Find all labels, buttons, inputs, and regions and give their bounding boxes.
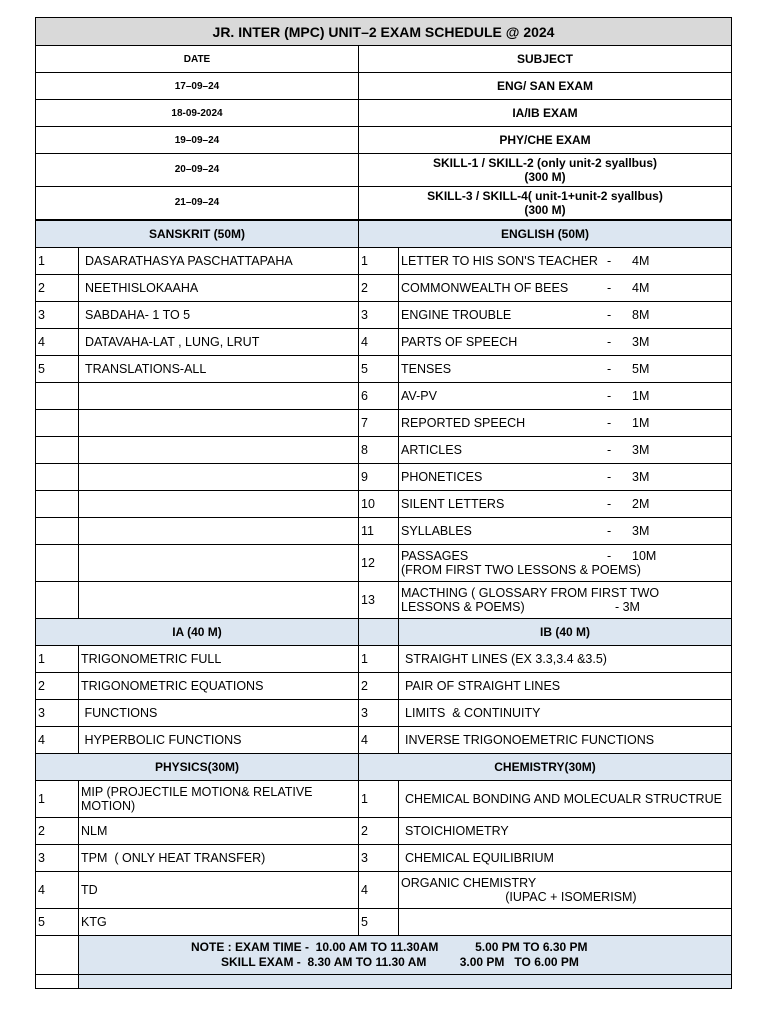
english-item-topic-text: REPORTED SPEECH [401, 416, 526, 430]
lang-row [36, 464, 732, 491]
english-item-topic [399, 582, 732, 619]
english-item-topic-text: TENSES [401, 362, 452, 376]
lang-row [36, 356, 732, 383]
sanskrit-item-topic [79, 410, 359, 437]
english-item-topic [399, 518, 732, 545]
english-item-marks: - 10M [607, 549, 657, 563]
english-item-number: 2 [359, 275, 399, 302]
chemistry-item-topic: STOICHIOMETRY [399, 818, 732, 845]
physics-item-number: 1 [36, 781, 79, 818]
sanskrit-item-number [36, 545, 79, 582]
note-line-2: SKILL EXAM - 8.30 AM TO 11.30 AM 3.00 PM TO 6.00 PM [191, 955, 579, 969]
lang-row [36, 491, 732, 518]
lang-row [36, 248, 732, 275]
footer-shade [79, 975, 732, 989]
schedule-row [36, 154, 732, 187]
sanskrit-item-topic [79, 437, 359, 464]
sanskrit-item-topic [79, 464, 359, 491]
syllabus-table [35, 220, 732, 989]
science-row [36, 781, 732, 818]
schedule-row [36, 73, 732, 100]
ib-item-number: 1 [359, 646, 399, 673]
sanskrit-item-topic: NEETHISLOKAAHA [79, 275, 359, 302]
english-item-topic-text: SILENT LETTERS [401, 497, 505, 511]
english-item-topic [399, 275, 732, 302]
date-header: DATE [36, 46, 359, 73]
english-item-marks: - 5M [607, 362, 650, 376]
english-item-marks: - 2M [607, 497, 650, 511]
lang-row [36, 437, 732, 464]
schedule-row [36, 100, 732, 127]
sanskrit-item-number [36, 437, 79, 464]
ib-item-number: 4 [359, 727, 399, 754]
english-item-marks: - 4M [607, 281, 650, 295]
science-header-row [36, 754, 732, 781]
ia-item-number: 1 [36, 646, 79, 673]
science-row [36, 909, 732, 936]
english-item-marks: - 4M [607, 254, 650, 268]
sanskrit-item-number [36, 410, 79, 437]
sanskrit-item-topic: SABDAHA- 1 TO 5 [79, 302, 359, 329]
lang-row [36, 275, 732, 302]
physics-item-topic: TPM ( ONLY HEAT TRANSFER) [79, 845, 359, 872]
sanskrit-item-topic: DATAVAHA-LAT , LUNG, LRUT [79, 329, 359, 356]
english-item-number: 8 [359, 437, 399, 464]
physics-item-number: 5 [36, 909, 79, 936]
footer-row [36, 975, 732, 989]
maths-header-row [36, 619, 732, 646]
ib-item-number: 3 [359, 700, 399, 727]
physics-item-topic-text-line2: MOTION) [81, 799, 136, 813]
sanskrit-item-topic [79, 582, 359, 619]
ib-item-number: 2 [359, 673, 399, 700]
english-item-marks: - 1M [607, 416, 650, 430]
sanskrit-item-number: 1 [36, 248, 79, 275]
chemistry-item-number: 1 [359, 781, 399, 818]
sanskrit-item-number: 3 [36, 302, 79, 329]
exam-time-note [79, 936, 732, 975]
lang-row [36, 582, 732, 619]
ia-item-topic: HYPERBOLIC FUNCTIONS [79, 727, 359, 754]
english-item-topic [399, 491, 732, 518]
english-item-topic-text-line2: (FROM FIRST TWO LESSONS & POEMS) [401, 563, 641, 577]
english-item-topic-text: ENGINE TROUBLE [401, 308, 512, 322]
note-line-1: NOTE : EXAM TIME - 10.00 AM TO 11.30AM 5.00 PM TO 6.30 PM [191, 940, 588, 954]
schedule-date: 19–09–24 [36, 127, 359, 154]
english-item-topic-text-line2: LESSONS & POEMS) - 3M [401, 600, 640, 614]
sanskrit-item-topic: TRANSLATIONS-ALL [79, 356, 359, 383]
lang-row [36, 329, 732, 356]
english-item-topic-text: PHONETICES [401, 470, 483, 484]
maths-row [36, 727, 732, 754]
sanskrit-item-number [36, 464, 79, 491]
english-item-topic [399, 437, 732, 464]
chemistry-item-number: 3 [359, 845, 399, 872]
english-item-number: 3 [359, 302, 399, 329]
english-item-number: 1 [359, 248, 399, 275]
schedule-row [36, 187, 732, 220]
chemistry-item-topic: CHEMICAL BONDING AND MOLECUALR STRUCTRUE [399, 781, 732, 818]
english-item-number: 6 [359, 383, 399, 410]
exam-schedule-sheet [35, 17, 731, 989]
sanskrit-item-number [36, 491, 79, 518]
maths-syllabus-body [36, 646, 732, 754]
english-item-topic-text: LETTER TO HIS SON'S TEACHER [401, 254, 598, 268]
english-item-marks: - 3M [607, 524, 650, 538]
sanskrit-item-topic [79, 545, 359, 582]
ia-item-topic: FUNCTIONS [79, 700, 359, 727]
chemistry-item-topic [399, 909, 732, 936]
maths-row [36, 700, 732, 727]
english-item-number: 9 [359, 464, 399, 491]
english-item-number: 13 [359, 582, 399, 619]
ib-header: IB (40 M) [399, 619, 732, 646]
chemistry-header: CHEMISTRY(30M) [359, 754, 732, 781]
lang-syllabus-body [36, 248, 732, 619]
schedule-subject-line: SKILL-1 / SKILL-2 (only unit-2 syallbus) [432, 156, 657, 170]
english-item-number: 10 [359, 491, 399, 518]
schedule-subject [359, 187, 732, 220]
maths-row [36, 673, 732, 700]
english-item-marks: - 8M [607, 308, 650, 322]
sanskrit-item-number: 4 [36, 329, 79, 356]
note-row [36, 936, 732, 975]
schedule-table [35, 17, 732, 220]
schedule-subject-marks: (300 M) [524, 170, 566, 184]
lang-row [36, 383, 732, 410]
physics-item-topic: KTG [79, 909, 359, 936]
sanskrit-item-number [36, 518, 79, 545]
english-item-marks: - 1M [607, 389, 650, 403]
english-header: ENGLISH (50M) [359, 221, 732, 248]
physics-item-topic: NLM [79, 818, 359, 845]
english-item-topic-text: PASSAGES [401, 549, 469, 563]
physics-item-topic-text: MIP (PROJECTILE MOTION& RELATIVE [81, 785, 313, 799]
physics-item-topic: TD [79, 872, 359, 909]
chemistry-item-topic-text: ORGANIC CHEMISTRY [401, 876, 537, 890]
ia-header: IA (40 M) [36, 619, 359, 646]
physics-item-number: 4 [36, 872, 79, 909]
lang-row [36, 302, 732, 329]
science-syllabus-body [36, 781, 732, 936]
schedule-subject-marks: (300 M) [524, 203, 566, 217]
science-row [36, 845, 732, 872]
maths-row [36, 646, 732, 673]
sanskrit-header: SANSKRIT (50M) [36, 221, 359, 248]
science-row [36, 818, 732, 845]
page-title: JR. INTER (MPC) UNIT–2 EXAM SCHEDULE @ 2024 [36, 18, 732, 46]
english-item-topic-text: PARTS OF SPEECH [401, 335, 518, 349]
english-item-topic [399, 464, 732, 491]
note-spacer [36, 936, 79, 975]
english-item-topic-text: ARTICLES [401, 443, 462, 457]
schedule-row [36, 127, 732, 154]
english-item-number: 11 [359, 518, 399, 545]
lang-row [36, 518, 732, 545]
ia-item-topic: TRIGONOMETRIC FULL [79, 646, 359, 673]
lang-row [36, 545, 732, 582]
schedule-header-row [36, 46, 732, 73]
english-item-topic [399, 410, 732, 437]
lang-row [36, 410, 732, 437]
english-item-topic [399, 302, 732, 329]
ib-item-topic: INVERSE TRIGONOEMETRIC FUNCTIONS [399, 727, 732, 754]
ia-item-topic: TRIGONOMETRIC EQUATIONS [79, 673, 359, 700]
physics-item-number: 3 [36, 845, 79, 872]
physics-item-number: 2 [36, 818, 79, 845]
schedule-subject: IA/IB EXAM [359, 100, 732, 127]
english-item-topic [399, 329, 732, 356]
physics-header: PHYSICS(30M) [36, 754, 359, 781]
chemistry-item-topic [399, 872, 732, 909]
ib-item-topic: LIMITS & CONTINUITY [399, 700, 732, 727]
chemistry-item-topic: CHEMICAL EQUILIBRIUM [399, 845, 732, 872]
title-row [36, 18, 732, 46]
sanskrit-item-number [36, 383, 79, 410]
sanskrit-item-topic [79, 491, 359, 518]
chemistry-item-topic-text-line2: (IUPAC + ISOMERISM) [401, 890, 637, 904]
english-item-number: 4 [359, 329, 399, 356]
english-item-topic-text: AV-PV [401, 389, 437, 403]
footer-spacer [36, 975, 79, 989]
english-item-marks: - 3M [607, 443, 650, 457]
schedule-subject: ENG/ SAN EXAM [359, 73, 732, 100]
physics-item-topic [79, 781, 359, 818]
schedule-date: 20–09–24 [36, 154, 359, 187]
subject-header: SUBJECT [359, 46, 732, 73]
ia-item-number: 4 [36, 727, 79, 754]
schedule-date: 21–09–24 [36, 187, 359, 220]
ib-item-topic: PAIR OF STRAIGHT LINES [399, 673, 732, 700]
schedule-date: 18-09-2024 [36, 100, 359, 127]
english-item-topic-text: MACTHING ( GLOSSARY FROM FIRST TWO [401, 586, 660, 600]
sanskrit-item-topic [79, 383, 359, 410]
english-item-topic [399, 383, 732, 410]
schedule-subject-line: SKILL-3 / SKILL-4( unit-1+unit-2 syallbus) [427, 189, 663, 203]
ia-item-number: 3 [36, 700, 79, 727]
english-item-topic-text: COMMONWEALTH OF BEES [401, 281, 569, 295]
sanskrit-item-number: 5 [36, 356, 79, 383]
english-item-topic-text: SYLLABLES [401, 524, 472, 538]
sanskrit-item-topic: DASARATHASYA PASCHATTAPAHA [79, 248, 359, 275]
english-item-topic [399, 545, 732, 582]
english-item-topic [399, 356, 732, 383]
ib-item-topic: STRAIGHT LINES (EX 3.3,3.4 &3.5) [399, 646, 732, 673]
chemistry-item-number: 2 [359, 818, 399, 845]
ib-header-spacer [359, 619, 399, 646]
sanskrit-item-number: 2 [36, 275, 79, 302]
english-item-marks: - 3M [607, 335, 650, 349]
schedule-subject [359, 154, 732, 187]
ia-item-number: 2 [36, 673, 79, 700]
schedule-subject: PHY/CHE EXAM [359, 127, 732, 154]
sanskrit-item-number [36, 582, 79, 619]
chemistry-item-number: 5 [359, 909, 399, 936]
lang-header-row [36, 221, 732, 248]
english-item-marks: - 3M [607, 470, 650, 484]
english-item-number: 5 [359, 356, 399, 383]
sanskrit-item-topic [79, 518, 359, 545]
english-item-number: 7 [359, 410, 399, 437]
english-item-topic [399, 248, 732, 275]
science-row [36, 872, 732, 909]
chemistry-item-number: 4 [359, 872, 399, 909]
schedule-date: 17–09–24 [36, 73, 359, 100]
english-item-number: 12 [359, 545, 399, 582]
